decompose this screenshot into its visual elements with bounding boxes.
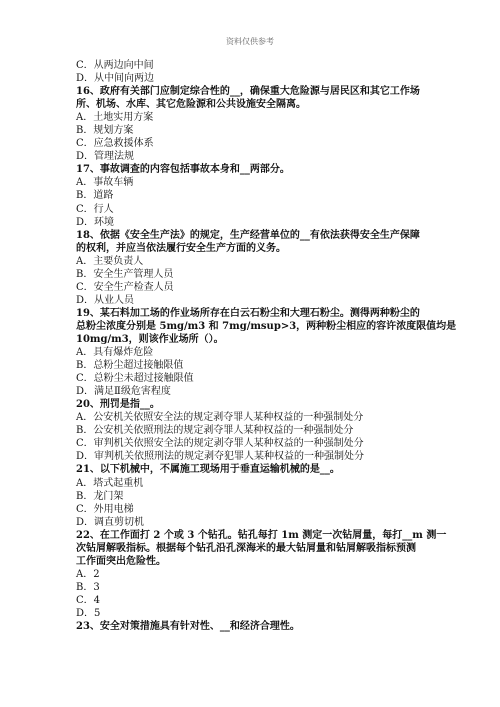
answer-option-line: D．从中间向两边 bbox=[76, 73, 155, 85]
answer-option-line: C．安全生产检查人员 bbox=[76, 281, 174, 293]
answer-option-line: D．管理法规 bbox=[76, 151, 135, 163]
answer-option-line: D．从业人员 bbox=[76, 294, 135, 306]
question-text-line: 总粉尘浓度分别是 5mg/m3 和 7mg/msup>3，两种粉尘相应的容许浓度限值均是 bbox=[76, 320, 457, 332]
question-text-line: 21、以下机械中，不属施工现场用于垂直运输机械的是__。 bbox=[76, 464, 340, 476]
answer-option-line: A．事故车辆 bbox=[76, 177, 134, 189]
question-text-line: 的权利，并应当依法履行安全生产方面的义务。 bbox=[76, 242, 286, 254]
question-text-line: 18、依据《安全生产法》的规定，生产经营单位的__有依法获得安全生产保障 bbox=[76, 229, 420, 241]
answer-option-line: B．安全生产管理人员 bbox=[76, 268, 174, 280]
answer-option-line: D．调直剪切机 bbox=[76, 516, 145, 528]
answer-option-line: C．外用电梯 bbox=[76, 503, 134, 515]
answer-option-line: C．4 bbox=[76, 594, 101, 606]
answer-option-line: C．审判机关依照安全法的规定剥夺罪人某种权益的一种强制处分 bbox=[76, 438, 364, 450]
answer-option-line: C．应急救援体系 bbox=[76, 138, 154, 150]
answer-option-line: D．审判机关依照刑法的规定剥夺犯罪人某种权益的一种强制处分 bbox=[76, 451, 365, 463]
answer-option-line: B．道路 bbox=[76, 190, 114, 202]
answer-option-line: A．具有爆炸危险 bbox=[76, 347, 154, 359]
question-text-line: 23、安全对策措施具有针对性、__和经济合理性。 bbox=[76, 621, 300, 633]
answer-option-line: B．龙门架 bbox=[76, 490, 124, 502]
answer-option-line: A．塔式起重机 bbox=[76, 477, 144, 489]
question-text-line: 10mg/m3，则该作业场所（）。 bbox=[76, 333, 224, 345]
answer-option-line: B．规划方案 bbox=[76, 125, 134, 137]
answer-option-line: C．行人 bbox=[76, 203, 114, 215]
answer-option-line: C．从两边向中间 bbox=[76, 60, 154, 71]
answer-option-line: B．公安机关依照刑法的规定剥夺罪人某种权益的一种强制处分 bbox=[76, 425, 354, 437]
answer-option-line: C．总粉尘未超过接触限值 bbox=[76, 373, 194, 385]
question-text-line: 17、事故调查的内容包括事故本身和__两部分。 bbox=[76, 164, 290, 176]
document-body bbox=[76, 59, 457, 633]
question-text-line: 所、机场、水库、其它危险源和公共设施安全隔离。 bbox=[76, 99, 306, 111]
question-text-line: 次钻屑解吸指标。根据每个钻孔沿孔深海米的最大钻屑量和钻屑解吸指标预测 bbox=[76, 542, 416, 554]
answer-option-line: A．2 bbox=[76, 568, 100, 580]
question-text-line: 16、政府有关部门应制定综合性的__，确保重大危险源与居民区和其它工作场 bbox=[76, 86, 420, 98]
answer-option-line: B．总粉尘超过接触限值 bbox=[76, 360, 184, 372]
answer-option-line: D．环境 bbox=[76, 216, 115, 228]
answer-option-line: B．3 bbox=[76, 581, 100, 593]
page-header: 资料仅供参考 bbox=[226, 37, 274, 46]
answer-option-line: D．5 bbox=[76, 607, 101, 619]
answer-option-line: D．满足Ⅱ级危害程度 bbox=[76, 386, 171, 398]
question-text-line: 19、某石料加工场的作业场所存在白云石粉尘和大理石粉尘。测得两种粉尘的 bbox=[76, 307, 420, 319]
answer-option-line: A．土地实用方案 bbox=[76, 112, 154, 124]
question-text-line: 22、在工作面打 2 个或 3 个钻孔。钻孔每打 1m 测定一次钻屑量，每打__m 测一 bbox=[76, 529, 447, 541]
question-text-line: 20、刑罚是指__。 bbox=[76, 399, 160, 411]
question-text-line: 工作面突出危险性。 bbox=[76, 555, 166, 567]
answer-option-line: A．主要负责人 bbox=[76, 255, 144, 267]
answer-option-line: A．公安机关依照安全法的规定剥夺罪人某种权益的一种强制处分 bbox=[76, 412, 364, 424]
